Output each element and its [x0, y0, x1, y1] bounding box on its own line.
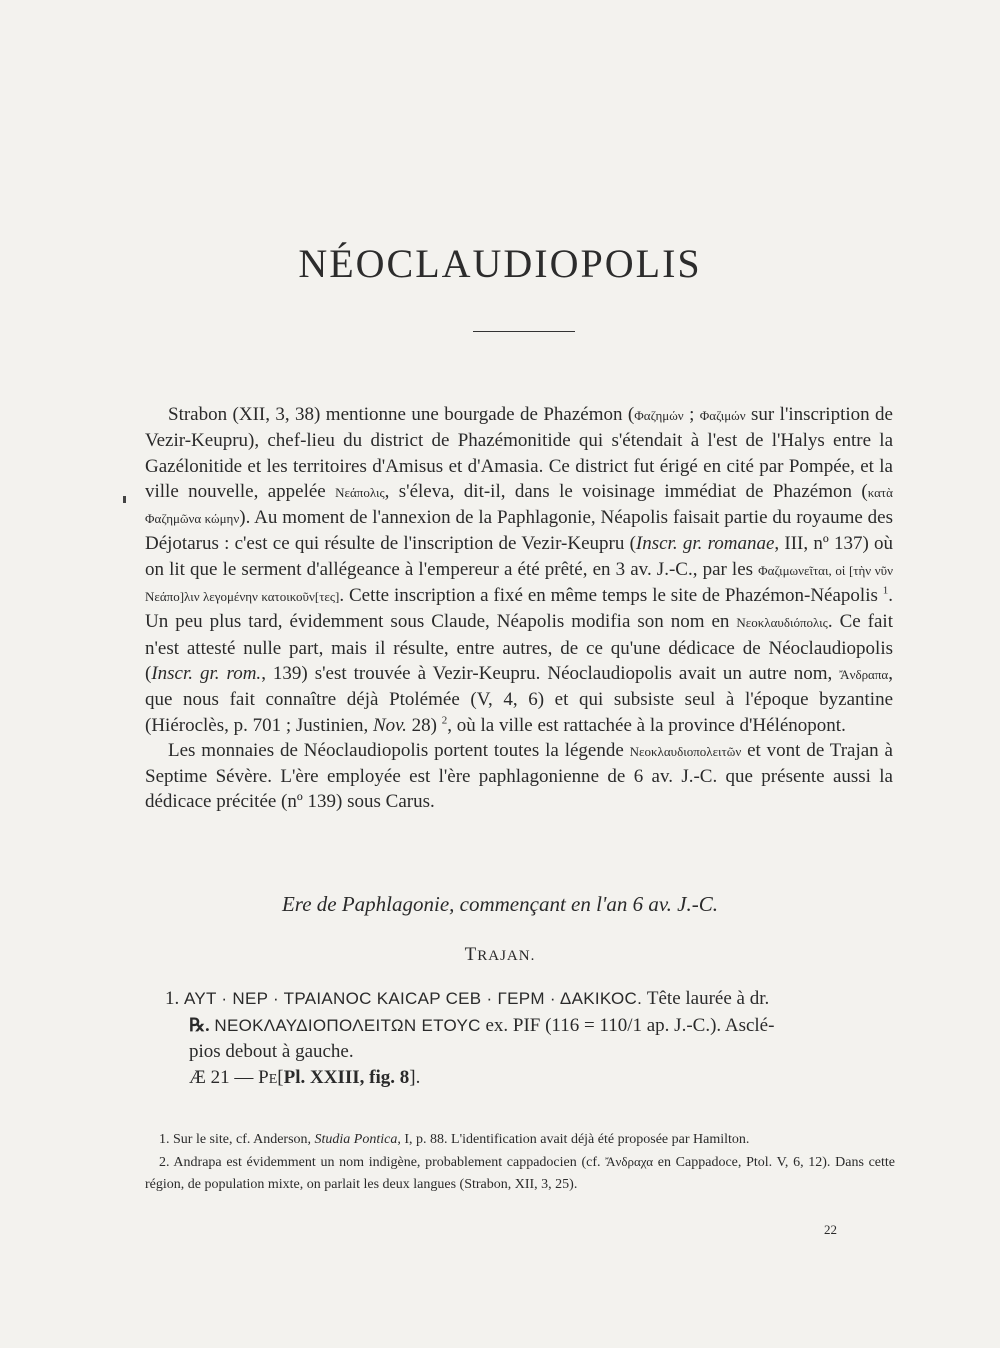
- page-title: NÉOCLAUDIOPOLIS: [298, 241, 702, 286]
- obverse-legend: ΑΥΤ · ΝΕΡ · ΤΡΑΙΑΝΟϹ ΚΑΙϹΑΡ ϹΕΒ · ΓΕΡΜ · ΔΑΚΙΚΟϹ.: [184, 989, 643, 1008]
- greek-term: Ἄνδραχα: [605, 1154, 654, 1169]
- coin-entry: [165, 986, 900, 1093]
- text-run: sur l'inscription de Vezir-Keupru), chef-lieu du district de Phazémonitide qui s'étendait à l'est de l'Halys entre la Gazélonitide et les territoires d'Amisus et d'Amasia. Ce district fut érigé en cité par Pompée, et la ville nouvelle, appelée: [145, 404, 893, 502]
- text-run: 28): [406, 714, 442, 736]
- text-run: en Cappadoce, Ptol. V, 6, 12). Dans cette région, de population mixte, on parlait les deux langues (Strabon, XII, 3, 25).: [145, 1155, 896, 1192]
- text-run: Strabon (XII, 3, 38) mentionne une bourgade de Phazémon (: [168, 404, 635, 425]
- footnote-ref: 2: [441, 714, 448, 727]
- collection: [258, 1067, 277, 1088]
- text-run: . Ce fait n'est attesté nulle part, mais il résulte, entre autres, de ce qu'une dédicace de Néoclaudiopolis (: [145, 611, 893, 684]
- obverse-description: Tête laurée à dr.: [646, 988, 770, 1009]
- text-run: 1. Sur le site, cf. Anderson,: [159, 1132, 315, 1147]
- italic-citation: Nov.: [372, 714, 407, 736]
- text-run: ;: [683, 404, 700, 425]
- collection-rest: E: [268, 1072, 278, 1087]
- coin-reverse-line: [165, 1012, 900, 1039]
- text-run: . Cette inscription a fixé en même temps le site de Phazémon-Néapolis: [339, 585, 883, 607]
- greek-term: Νεοκλαυδιοπολειτῶν: [629, 743, 742, 759]
- reverse-legend: ΝΕΟΚΛΑΥΔΙΟΠΟΛΕΙΤΩΝ ΕΤΟΥϹ: [214, 1016, 481, 1035]
- text-run: , où la ville est rattachée à la province d'Hélénopont.: [447, 714, 846, 736]
- reverse-date: ex. PIF (116 = 110/1 ap. J.-C.). Asclé-: [485, 1015, 775, 1036]
- greek-term: Νεοκλαυδιόπολις: [736, 615, 828, 631]
- paragraph-1: [145, 402, 893, 738]
- footnote-ref: 1: [882, 584, 889, 597]
- text-run: ). Au moment de l'annexion de la Paphlagonie, Néapolis faisait partie du royaume des Déjotarus : c'est ce qui résulte de l'inscription de Vezir-Keupru (: [145, 507, 894, 555]
- text-run: . Un peu plus tard, évidemment sous Claude, Néapolis modifia son nom en: [145, 585, 893, 633]
- title-rule: [473, 331, 575, 332]
- plate-open: [: [277, 1067, 284, 1088]
- collection-initial: P: [258, 1067, 269, 1088]
- greek-term: Φαζημών: [634, 408, 684, 423]
- text-run: , 139) s'est trouvée à Vezir-Keupru. Néoclaudiopolis avait un autre nom,: [261, 662, 840, 684]
- greek-term: κατὰ Φαζημῶνα κώμην: [145, 484, 893, 527]
- italic-citation: Studia Pontica: [314, 1132, 398, 1147]
- greek-term: Φαζιμών: [699, 408, 746, 423]
- footnote-1: [145, 1129, 895, 1151]
- reverse-description: pios debout à gauche.: [189, 1041, 354, 1062]
- plate-close: ].: [409, 1067, 421, 1088]
- text-run: et vont de Trajan à Septime Sévère. L'ère employée est l'ère paphlagonienne de 6 av. J.-C. que présente aussi la dédicace précitée (nº 139) sous Carus.: [145, 739, 893, 813]
- paragraph-2: [145, 738, 893, 815]
- coin-meta-line: [165, 1065, 900, 1093]
- text-run: 2. Andrapa est évidemment un nom indigène, probablement cappadocien (cf.: [159, 1155, 606, 1170]
- greek-term: Φαζιμωνεῖται, οἱ [τὴν νῦν Νεάπο]λιν λεγομένην κατοικοῦν[τες]: [145, 562, 893, 605]
- margin-mark: [123, 496, 126, 503]
- italic-citation: Inscr. gr. romanae: [635, 533, 775, 555]
- text-run: Les monnaies de Néoclaudiopolis portent toutes la légende: [168, 739, 630, 761]
- reverse-mark: ℞.: [189, 1015, 210, 1035]
- italic-citation: Inscr. gr. rom.: [151, 662, 262, 684]
- text-run: , s'éleva, dit-il, dans le voisinage immédiat de Phazémon (: [384, 480, 868, 502]
- page-number: 22: [824, 1222, 837, 1237]
- plate-reference: Pl. XXIII, fig. 8: [283, 1067, 410, 1088]
- text-run: , que nous fait connaître déjà Ptolémée (V, 4, 6) et qui subsiste seul à l'époque byzantine (Hiéroclès, p. 701 ; Justinien,: [145, 662, 893, 736]
- metal-size: Æ 21 —: [189, 1067, 254, 1088]
- greek-term: Ἄνδραπα: [839, 666, 889, 682]
- era-subheading: Ere de Paphlagonie, commençant en l'an 6 av. J.-C.: [281, 892, 719, 916]
- greek-term: Νεάπολις: [335, 484, 385, 500]
- footnote-2: [145, 1151, 895, 1196]
- text-run: , I, p. 88. L'identification avait déjà été proposée par Hamilton.: [397, 1132, 750, 1147]
- ruler-heading: [0, 944, 1000, 966]
- ruler-rest: RAJAN.: [477, 948, 536, 964]
- text-run: , III, nº 137) où on lit que le serment d'allégeance à l'empereur a été prêté, en 3 av. J.-C., par les: [145, 533, 893, 580]
- footnotes: [145, 1129, 895, 1196]
- coin-number: 1.: [165, 988, 180, 1009]
- coin-reverse-cont: [165, 1039, 900, 1065]
- coin-obverse-line: [165, 986, 900, 1012]
- ruler-initial: T: [464, 944, 478, 965]
- main-text: [145, 402, 893, 815]
